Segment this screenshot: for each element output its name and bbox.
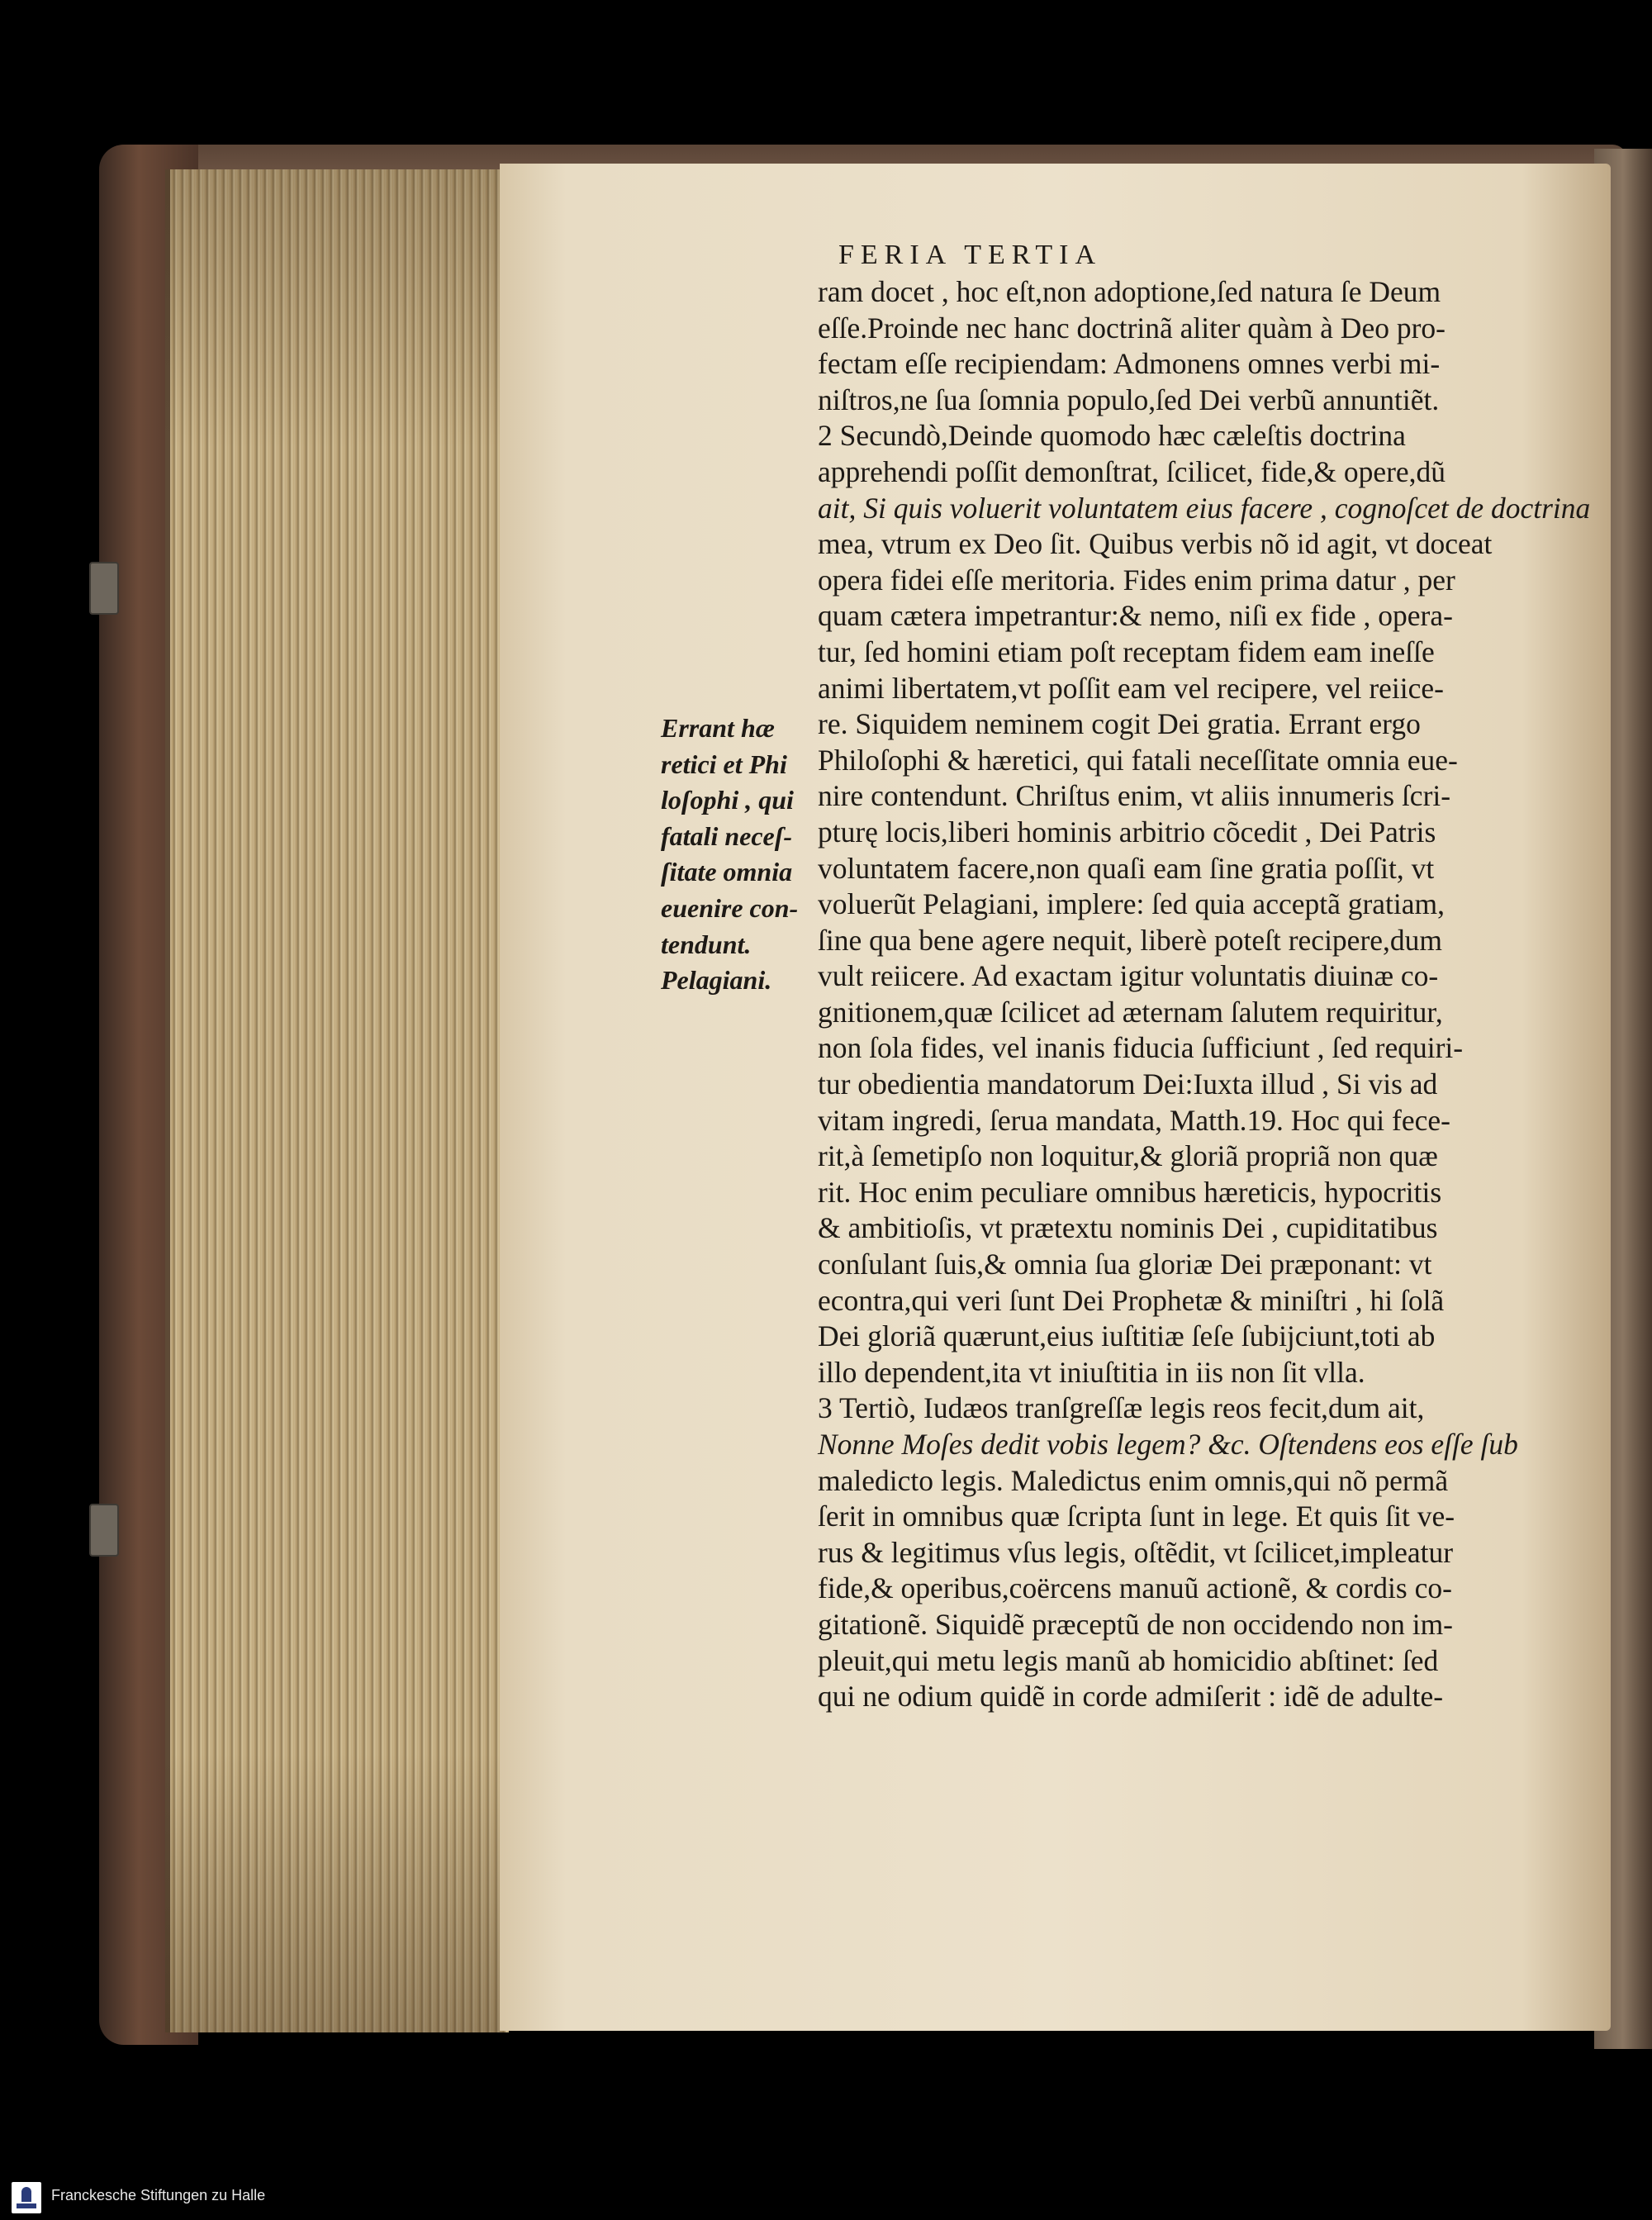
text-line: ram docet , hoc eſt,non adoptione,ſed natura ſe Deum — [818, 275, 1441, 308]
text-line: non ſola fides, vel inanis fiducia ſufficiunt , ſed requiri- — [818, 1031, 1464, 1065]
text-line: Nonne Moſes dedit vobis legem? &c. Oſtendens eos eſſe ſub — [818, 1428, 1518, 1461]
text-line: rus & legitimus vſus legis, oſtẽdit, vt ſcilicet,impleatur — [818, 1535, 1454, 1569]
text-line: & ambitioſis, vt prætextu nominis Dei , cupiditatibus — [818, 1211, 1438, 1245]
text-line: eſſe.Proinde nec hanc doctrinã aliter quàm à Deo pro- — [818, 311, 1446, 345]
margin-note-line: tendunt. — [661, 929, 752, 959]
running-head: FERIA TERTIA — [838, 240, 1103, 270]
text-line: voluerũt Pelagiani, implere: ſed quia acceptã gratiam, — [818, 887, 1446, 921]
text-line: pleuit,qui metu legis manũ ab homicidio abſtinet: ſed — [818, 1643, 1439, 1677]
footer-bar — [0, 2175, 1652, 2220]
text-line: econtra,qui veri ſunt Dei Prophetæ & miniſtri , hi ſolã — [818, 1283, 1445, 1317]
margin-note-line: Pelagiani. — [661, 965, 772, 996]
footer-credit: Franckesche Stiftungen zu Halle — [51, 2187, 266, 2203]
text-line: Philoſophi & hæretici, qui fatali neceſſitate omnia eue- — [818, 743, 1458, 777]
text-line: tur, ſed homini etiam poſt receptam fidem eam ineſſe — [818, 635, 1435, 668]
text-line: fide,& operibus,coërcens manuũ actionẽ, & cordis co- — [818, 1571, 1452, 1605]
text-line: maledicto legis. Maledictus enim omnis,qui nõ permã — [818, 1463, 1449, 1497]
margin-note — [661, 711, 826, 999]
body-text — [818, 274, 1591, 1715]
text-line: Dei gloriã quærunt,eius iuſtitiæ ſeſe ſubijciunt,toti ab — [818, 1319, 1436, 1353]
text-line: apprehendi poſſit demonſtrat, ſcilicet, fide,& opere,dũ — [818, 454, 1446, 488]
text-line: gnitionem,quæ ſcilicet ad æternam ſalutem requiritur, — [818, 995, 1443, 1029]
text-line: fectam eſſe recipiendam: Admonens omnes verbi mi- — [818, 347, 1441, 381]
text-line: ſerit in omnibus quæ ſcripta ſunt in lege. Et quis ſit ve- — [818, 1500, 1455, 1533]
page-edges-shade — [165, 169, 504, 2032]
text-line: animi libertatem,vt poſſit eam vel recipere, vel reiice- — [818, 671, 1444, 705]
text-line: rit. Hoc enim peculiare omnibus hæreticis, hypocritis — [818, 1175, 1442, 1209]
text-line: 2 Secundò,Deinde quomodo hæc cæleſtis doctrina — [818, 419, 1406, 453]
clasp-top — [89, 562, 119, 615]
text-line: pturę locis,liberi hominis arbitrio cõcedit , Dei Patris — [818, 815, 1436, 849]
text-line: mea, vtrum ex Deo ſit. Quibus verbis nõ id agit, vt doceat — [818, 527, 1493, 561]
text-line: illo dependent,ita vt iniuſtitia in iis non ſit vlla. — [818, 1355, 1365, 1389]
margin-note-line: euenire con- — [661, 892, 799, 923]
margin-note-line: Errant hæ — [661, 713, 775, 743]
text-line: nire contendunt. Chriſtus enim, vt aliis innumeris ſcri- — [818, 779, 1451, 813]
text-line: gitationẽ. Siquidẽ præceptũ de non occidendo non im- — [818, 1607, 1454, 1641]
text-line: conſulant ſuis,& omnia ſua gloriæ Dei præponant: vt — [818, 1248, 1432, 1281]
text-line: qui ne odium quidẽ in corde admiſerit : idẽ de adulte- — [818, 1680, 1444, 1714]
institution-logo-icon — [12, 2182, 41, 2213]
text-line: re. Siquidem neminem cogit Dei gratia. Errant ergo — [818, 707, 1421, 741]
text-line: niſtros,ne ſua ſomnia populo,ſed Dei verbũ annuntiẽt. — [818, 383, 1440, 416]
text-line: vitam ingredi, ſerua mandata, Matth.19. Hoc qui fece- — [818, 1103, 1450, 1137]
text-line: tur obedientia mandatorum Dei:Iuxta illud , Si vis ad — [818, 1067, 1438, 1101]
margin-note-line: loſophi , qui — [661, 785, 794, 815]
text-line: vult reiicere. Ad exactam igitur voluntatis diuinæ co- — [818, 959, 1439, 993]
text-line: ait, Si quis voluerit voluntatem eius facere , cognoſcet de doctrina — [818, 491, 1591, 525]
text-line: 3 Tertiò, Iudæos tranſgreſſæ legis reos fecit,dum ait, — [818, 1391, 1425, 1425]
margin-note-line: fatali neceſ- — [661, 820, 793, 851]
text-line: voluntatem facere,non quaſi eam ſine gratia poſſit, vt — [818, 851, 1435, 885]
text-line: rit,à ſemetipſo non loquitur,& gloriã propriã non quæ — [818, 1139, 1438, 1173]
text-line: quam cætera impetrantur:& nemo, niſi ex fide , opera- — [818, 599, 1453, 633]
text-line: opera fidei eſſe meritoria. Fides enim prima datur , per — [818, 563, 1455, 597]
clasp-bottom — [89, 1504, 119, 1557]
margin-note-line: ſitate omnia — [661, 857, 793, 887]
text-line: ſine qua bene agere nequit, liberè poteſt recipere,dum — [818, 923, 1443, 957]
margin-note-line: retici et Phi — [661, 749, 787, 779]
